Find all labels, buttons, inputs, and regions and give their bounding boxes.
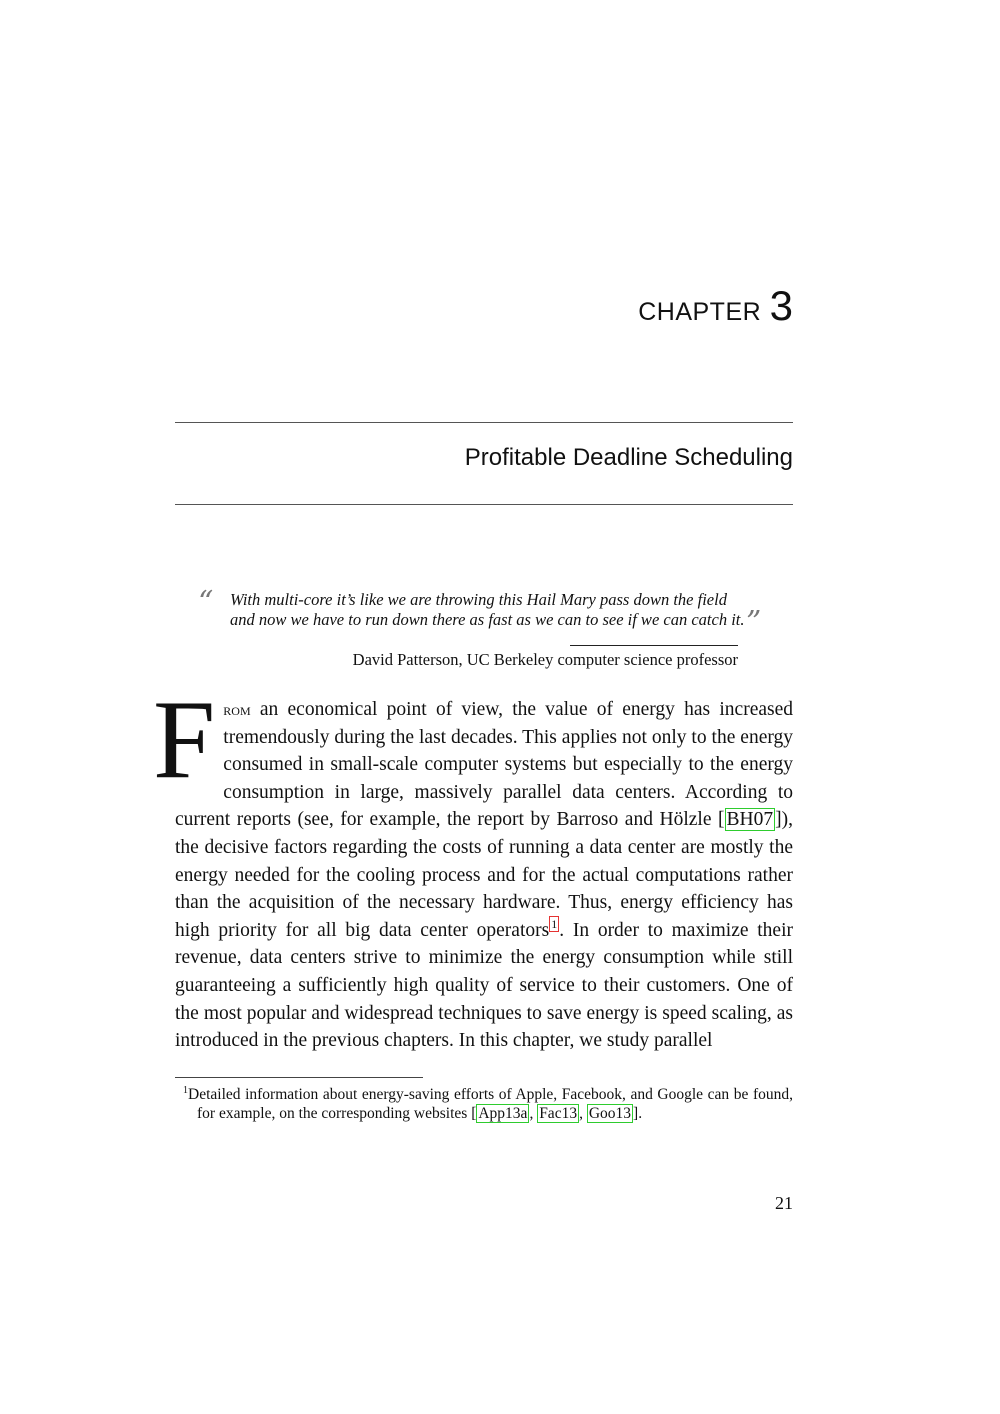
body-text-part-2: ), the decisive factors regarding the costs of running a data center are mostly the energy needed for the cooling process and for the actual computations rather than the acquisition of the necessary hardware. Thus, energy efficiency has high priority for all big data center operators — [175, 809, 793, 941]
citation-link-goo13[interactable]: Goo13 — [588, 1105, 632, 1123]
body-paragraph — [153, 678, 793, 1055]
drop-cap: F — [153, 678, 216, 802]
epigraph-author: David Patterson, UC Berkeley computer science professor — [352, 650, 738, 669]
footnote-bracket-open: [ — [471, 1105, 477, 1123]
footnote — [175, 1081, 793, 1123]
epigraph-quote — [230, 590, 750, 630]
chapter-heading — [175, 282, 793, 330]
footnote-separator-1: , — [529, 1105, 538, 1123]
title-bottom-rule — [175, 504, 793, 505]
citation-link-app13a[interactable]: App13a — [478, 1105, 528, 1123]
citation-link-bh07[interactable]: BH07 — [726, 809, 774, 831]
open-quote-mark: “ — [198, 585, 214, 620]
chapter-number: 3 — [769, 282, 793, 329]
chapter-title: Profitable Deadline Scheduling — [464, 444, 793, 471]
footnote-text: Detailed information about energy-saving efforts of Apple, Facebook, and Google can be found, for example, on the corresponding websites — [188, 1086, 793, 1123]
body-text-part-1: an economical point of view, the value of energy has increased tremendously during the last decades. This applies not only to the energy consumed in small-scale computer systems but especially to the energy consumption in large, massively parallel data centers. According to current reports (see, for example, the report by Barroso and Hölzle — [175, 699, 793, 831]
page-number: 21 — [775, 1193, 793, 1213]
close-quote-mark: ” — [746, 605, 762, 640]
footnote-separator-2: , — [579, 1105, 587, 1123]
body-text-part-3: . In order to maximize their revenue, data centers strive to minimize the energy consumption while still guaranteeing a sufficiently high quality of service to their customers. One of the most popular and widespread techniques to save energy is speed scaling, as introduced in the previous chapters. In this chapter, we study parallel — [175, 919, 793, 1052]
footnote-bracket-close: ]. — [633, 1105, 643, 1123]
footnote-link-1[interactable]: 1 — [551, 917, 558, 932]
citation-link-fac13[interactable]: Fac13 — [539, 1105, 578, 1123]
chapter-label: CHAPTER — [638, 298, 762, 326]
epigraph-line-2: and now we have to run down there as fast as we can to see if we can catch it. — [230, 610, 745, 629]
citation-bracket-open: [ — [718, 809, 725, 831]
title-top-rule — [175, 422, 793, 423]
epigraph-rule — [570, 645, 738, 646]
citation-bracket-close: ] — [775, 809, 782, 831]
footnote-number: 1 — [183, 1085, 188, 1096]
footnote-rule — [175, 1077, 423, 1078]
epigraph-line-1: With multi-core it’s like we are throwing this Hail Mary pass down the field — [230, 590, 727, 609]
smallcaps-lead: rom — [223, 700, 251, 719]
